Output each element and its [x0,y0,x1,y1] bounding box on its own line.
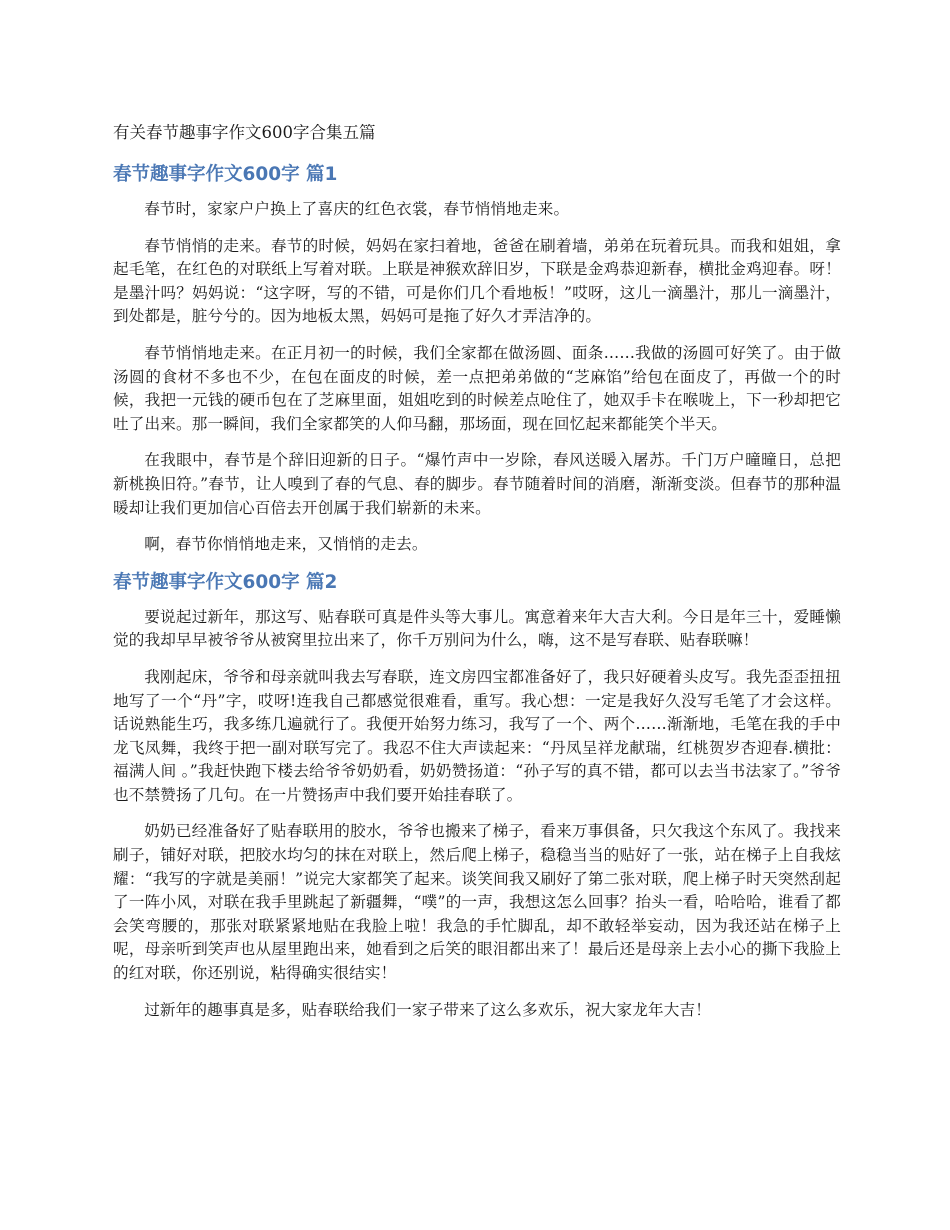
document-title: 有关春节趣事字作文600字合集五篇 [113,123,376,142]
paragraph: 春节悄悄的走来。春节的时候，妈妈在家扫着地，爸爸在刷着墙，弟弟在玩着玩具。而我和姐姐，拿起毛笔，在红色的对联纸上写着对联。上联是神猴欢辞旧岁，下联是金鸡恭迎新春，横批金鸡迎春。呀！是墨汁吗？妈妈说：“这字呀，写的不错，可是你们几个看地板！”哎呀，这儿一滴墨汁，那儿一滴墨汁，到处都是，脏兮兮的。因为地板太黑，妈妈可是拖了好久才弄洁净的。 [113,236,841,326]
section-heading: 春节趣事字作文600字 篇2 [113,571,338,593]
paragraph: 春节时，家家户户换上了喜庆的红色衣裳，春节悄悄地走来。 [144,200,570,218]
paragraph: 要说起过新年，那这写、贴春联可真是件头等大事儿。寓意着来年大吉大利。今日是年三十，爱睡懒觉的我却早早被爷爷从被窝里拉出来了，你千万别问为什么，嗨，这不是写春联、贴春联嘛！ [113,607,841,650]
section-heading: 春节趣事字作文600字 篇1 [113,164,338,185]
paragraph: 过新年的趣事真是多，贴春联给我们一家子带来了这么多欢乐，祝大家龙年大吉！ [144,1000,711,1019]
paragraph: 啊，春节你悄悄地走来，又悄悄的走去。 [144,535,428,554]
document-page [113,122,841,1035]
paragraph: 我刚起床，爷爷和母亲就叫我去写春联，连文房四宝都准备好了，我只好硬着头皮写。我先歪歪扭扭地写了一个“丹”字，哎呀!连我自己都感觉很难看，重写。我心想：一定是我好久没写毛笔了才会这样。话说熟能生巧，我多练几遍就行了。我便开始努力练习，我写了一个、两个……渐渐地，毛笔在我的手中龙飞凤舞，我终于把一副对联写完了。我忍不住大声读起来：“丹凤呈祥龙献瑞，红桃贺岁杏迎春.横批：福满人间 。”我赶快跑下楼去给爷爷奶奶看，奶奶赞扬道：“孙子写的真不错，都可以去当书法家了。”爷爷也不禁赞扬了几句。在一片赞扬声中我们要开始挂春联了。 [113,667,841,804]
section-1 [113,162,841,557]
section-2 [113,570,841,1023]
paragraph: 奶奶已经准备好了贴春联用的胶水，爷爷也搬来了梯子，看来万事俱备，只欠我这个东风了。我找来刷子，铺好对联，把胶水均匀的抹在对联上，然后爬上梯子，稳稳当当的贴好了一张，站在梯子上自我炫耀：“我写的字就是美丽！”说完大家都笑了起来。谈笑间我又刷好了第二张对联，爬上梯子时天突然刮起了一阵小风，对联在我手里跳起了新疆舞，“噗”的一声，我想这怎么回事？抬头一看，哈哈哈，谁看了都会笑弯腰的，那张对联紧紧地贴在我脸上啦！我急的手忙脚乱，却不敢轻举妄动，因为我还站在梯子上呢，母亲听到笑声也从屋里跑出来，她看到之后笑的眼泪都出来了！最后还是母亲上去小心的撕下我脸上的红对联，你还别说，粘得确实很结实！ [113,822,841,983]
paragraph: 春节悄悄地走来。在正月初一的时候，我们全家都在做汤圆、面条……我做的汤圆可好笑了。由于做汤圆的食材不多也不少，在包在面皮的时候，差一点把弟弟做的“芝麻馅”给包在面皮了，再做一个的时候，我把一元钱的硬币包在了芝麻里面，姐姐吃到的时候差点呛住了，她双手卡在喉咙上，下一秒却把它吐了出来。那一瞬间，我们全家都笑的人仰马翻，那场面，现在回忆起来都能笑个半天。 [113,343,841,433]
paragraph: 在我眼中，春节是个辞旧迎新的日子。“爆竹声中一岁除，春风送暖入屠苏。千门万户曈曈日，总把新桃换旧符。”春节，让人嗅到了春的气息、春的脚步。春节随着时间的消磨，渐渐变淡。但春节的那种温暖却让我们更加信心百倍去开创属于我们崭新的未来。 [113,451,841,517]
